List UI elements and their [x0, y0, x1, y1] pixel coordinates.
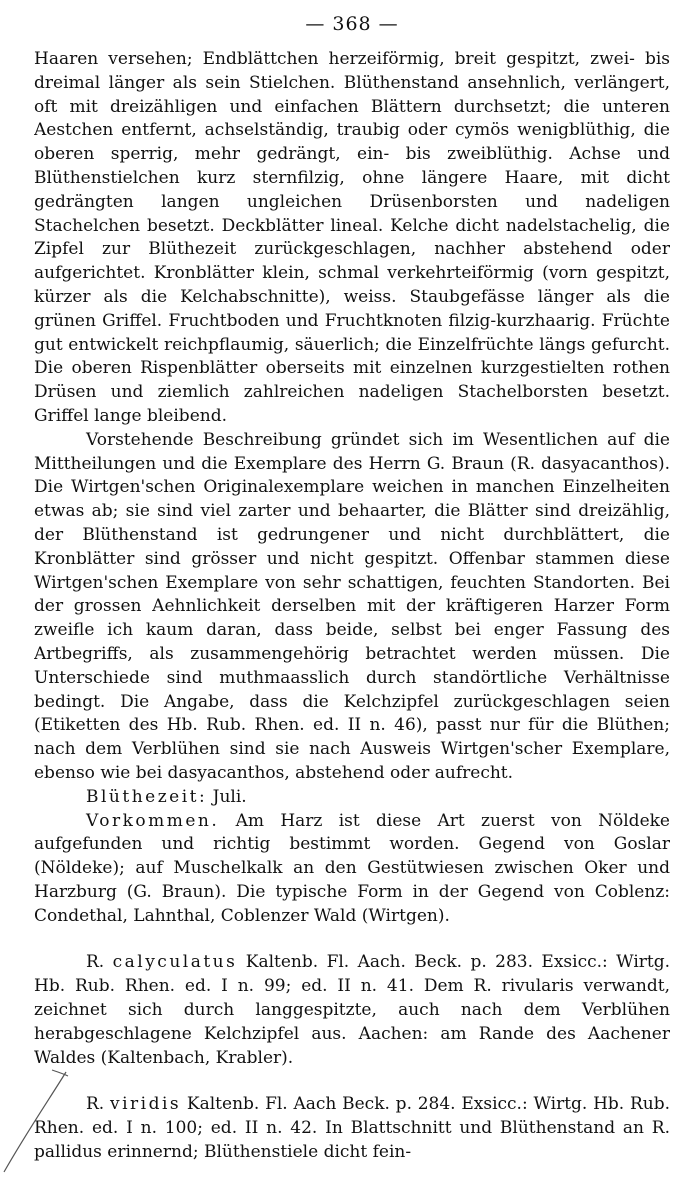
- species-name-calyculatus: calyculatus: [112, 952, 238, 973]
- body-text: [34, 48, 670, 1165]
- paragraph-flowering-time: [34, 786, 670, 810]
- paragraph-remarks: Vorstehende Beschreibung gründet sich im Wesentlichen auf die Mittheilungen und die Exemplare des Herrn G. Braun (R. dasyacanthos). Die Wirtgen'schen Originalexemplare weichen in manchen Einzelheiten etwas ab; sie sind viel zarter und behaarter, die Blätter sind dreizählig, der Blüthenstand ist gedrungener und nicht durchblättert, die Kronblätter sind grösser und nicht gespitzt. Offenbar stammen diese Wirtgen'schen Exemplare von sehr schattigen, feuchten Standorten. Bei der grossen Aehnlichkeit derselben mit der kräftigeren Harzer Form zweifle ich kaum daran, dass beide, selbst bei enger Fassung des Artbegriffs, als zusammengehörig betrachtet werden müssen. Die Unterschiede sind muthmaasslich durch standörtliche Verhältnisse bedingt. Die Angabe, dass die Kelchzipfel zurückgeschlagen seien (Etiketten des Hb. Rub. Rhen. ed. II n. 46), passt nur für die Blüthen; nach dem Verblühen sind sie nach Ausweis Wirtgen'scher Exemplare, ebenso wie bei dasyacanthos, abstehend oder aufrecht.: [34, 429, 670, 783]
- flowering-time-value: Juli.: [207, 786, 247, 807]
- occurrence-text: Am Harz ist diese Art zuerst von Nöldeke aufgefunden und richtig bestimmt worden. Gegend von Goslar (Nöldeke); auf Muschelkalk an den Gestütwiesen zwischen Oker und Harzburg (G. Braun). Die typische Form in der Gegend von Coblenz: Condethal, Lahnthal, Coblenzer Wald (Wirtgen).: [34, 810, 670, 926]
- calyculatus-text: Kaltenb. Fl. Aach. Beck. p. 283. Exsicc.: Wirtg. Hb. Rub. Rhen. ed. I n. 99; ed. II n. 41. Dem R. rivularis verwandt, zeichnet sich durch langgespitzte, auch nach dem Verblühen herabgeschlagene Kelchzipfel aus. Aachen: am Rande des Aachener Waldes (Kaltenbach, Krabler).: [34, 952, 670, 1068]
- paragraph-r-calyculatus: [34, 951, 670, 1070]
- page-number: — 368 —: [305, 13, 399, 35]
- occurrence-label: Vorkommen.: [86, 810, 220, 831]
- flowering-time-label: Blüthezeit:: [86, 786, 208, 807]
- paragraph-r-viridis: [34, 1093, 670, 1164]
- paragraph-description: Haaren versehen; Endblättchen herzeiförmig, breit gespitzt, zwei- bis dreimal länger als sein Stielchen. Blüthenstand ansehnlich, verlängert, oft mit dreizähligen und einfachen Blättern durchsetzt; die unteren Aestchen entfernt, achselständig, traubig oder cymös wenigblüthig, die oberen sperrig, mehr gedrängt, ein- bis zweiblüthig. Achse und Blüthenstielchen kurz sternfilzig, ohne längere Haare, mit dicht gedrängten langen ungleichen Drüsenborsten und nadeligen Stachelchen besetzt. Deckblätter lineal. Kelche dicht nadelstachelig, die Zipfel zur Blüthezeit zurückgeschlagen, nachher abstehend oder aufgerichtet. Kronblätter klein, schmal verkehrteiförmig (vorn gespitzt, kürzer als die Kelchabschnitte), weiss. Staubgefässe länger als die grünen Griffel. Fruchtboden und Fruchtknoten filzig-kurzhaarig. Früchte gut entwickelt reichpflaumig, säuerlich; die Einzelfrüchte längs gefurcht. Die oberen Rispenblätter oberseits mit einzelnen kurzgestielten rothen Drüsen und ziemlich zahlreichen nadeligen Stachelborsten besetzt. Griffel lange bleibend.: [34, 49, 670, 426]
- species-name-viridis: viridis: [109, 1094, 182, 1115]
- viridis-text: Kaltenb. Fl. Aach Beck. p. 284. Exsicc.: Wirtg. Hb. Rub. Rhen. ed. I n. 100; ed. II n. 42. In Blattschnitt und Blüthenstand an R. pallidus erinnernd; Blüthenstiele dicht fein-: [34, 1094, 670, 1163]
- paragraph-occurrence: [34, 810, 670, 929]
- genus-abbrev: R.: [86, 1094, 110, 1115]
- genus-abbrev: R.: [86, 952, 113, 973]
- book-page: [34, 8, 670, 1188]
